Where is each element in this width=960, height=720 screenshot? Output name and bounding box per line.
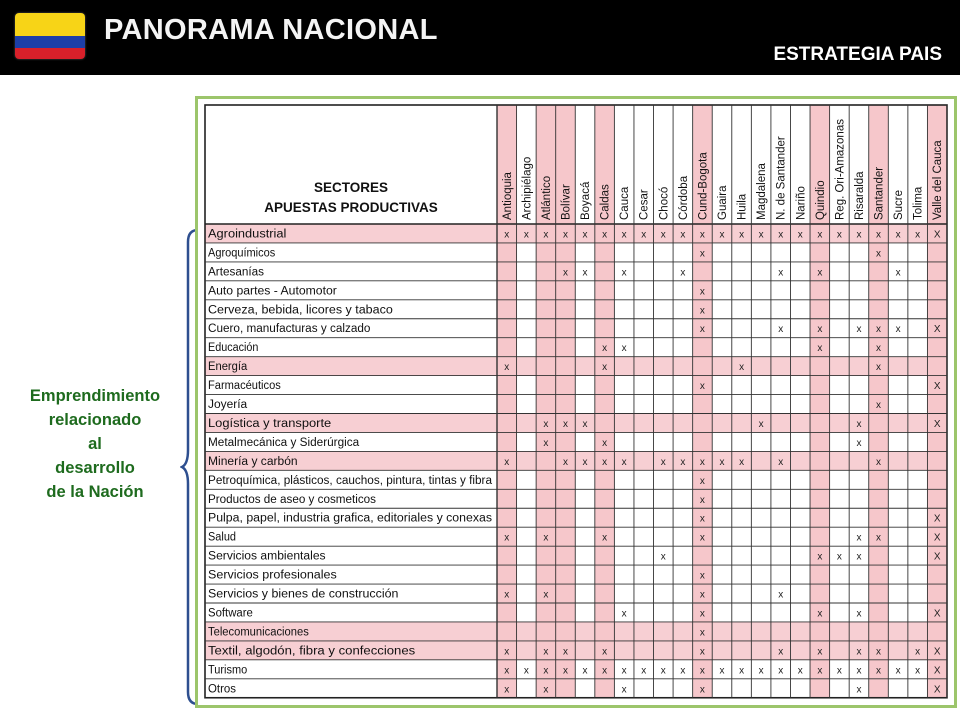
cell-mark: x [582, 418, 588, 430]
cell-mark: x [602, 456, 608, 468]
cell-mark: x [856, 646, 862, 658]
cell-mark: x [504, 229, 510, 241]
column-label: Huila [736, 193, 749, 220]
cell-mark: x [778, 456, 784, 468]
cell-mark: x [699, 286, 705, 298]
row-highlight [205, 451, 947, 470]
row-label: Petroquímica, plásticos, cauchos, pintura, tintas y fibra [208, 474, 493, 487]
row-label: Textil, algodón, fibra y confecciones [208, 645, 416, 658]
cell-mark: X [933, 532, 941, 544]
cell-mark: x [836, 665, 842, 677]
cell-mark: x [543, 665, 549, 677]
cell-mark: x [876, 532, 882, 544]
cell-mark: x [504, 684, 510, 696]
cell-mark: x [621, 684, 627, 696]
cell-mark: x [876, 400, 882, 412]
side-note-line: Emprendimiento [29, 387, 161, 405]
cell-mark: X [933, 381, 941, 393]
cell-mark: x [836, 229, 842, 241]
cell-mark: x [562, 456, 568, 468]
cell-mark: x [621, 267, 627, 279]
column-label: Atlántico [540, 175, 553, 220]
cell-mark: x [699, 494, 705, 506]
column-label: Cauca [619, 186, 632, 220]
row-label: Cerveza, bebida, licores y tabaco [208, 304, 393, 317]
cell-mark: x [699, 456, 705, 468]
cell-mark: x [856, 437, 862, 449]
cell-mark: x [504, 589, 510, 601]
cell-mark: x [817, 608, 823, 620]
column-label: Archipiélago [521, 156, 534, 220]
cell-mark: x [660, 551, 666, 563]
cell-mark: x [562, 229, 568, 241]
cell-mark: X [933, 684, 941, 696]
cell-mark: x [699, 646, 705, 658]
cell-mark: x [699, 324, 705, 336]
row-label: Cuero, manufacturas y calzado [208, 323, 371, 336]
row-label: Farmacéuticos [208, 380, 282, 393]
cell-mark: x [856, 532, 862, 544]
cell-mark: x [699, 589, 705, 601]
cell-mark: x [778, 229, 784, 241]
cell-mark: x [758, 418, 764, 430]
column-label: Bolívar [560, 184, 573, 220]
cell-mark: x [876, 665, 882, 677]
cell-mark: x [680, 665, 686, 677]
cell-mark: x [699, 570, 705, 582]
cell-mark: x [699, 305, 705, 317]
cell-mark: x [817, 551, 823, 563]
cell-mark: x [582, 665, 588, 677]
cell-mark: x [699, 684, 705, 696]
cell-mark: x [856, 665, 862, 677]
table-header-title: SECTORES [313, 180, 389, 195]
cell-mark: x [895, 229, 901, 241]
row-label: Pulpa, papel, industria grafica, editoriales y conexas [208, 512, 493, 525]
cell-mark: x [699, 627, 705, 639]
cell-mark: x [856, 551, 862, 563]
cell-mark: x [602, 343, 608, 355]
cell-mark: x [739, 456, 745, 468]
column-label: Tolima [912, 186, 925, 220]
column-label: Antioquia [501, 172, 514, 220]
cell-mark: x [562, 665, 568, 677]
cell-mark: x [778, 646, 784, 658]
cell-mark: x [660, 456, 666, 468]
row-label: Educación [208, 342, 259, 355]
cell-mark: x [680, 456, 686, 468]
row-highlight [205, 224, 947, 243]
cell-mark: x [602, 646, 608, 658]
row-highlight [205, 357, 947, 376]
cell-mark: x [680, 267, 686, 279]
column-label: Quindio [814, 180, 827, 220]
row-label: Minería y carbón [208, 455, 298, 468]
cell-mark: x [504, 456, 510, 468]
cell-mark: x [523, 229, 529, 241]
cell-mark: x [719, 229, 725, 241]
cell-mark: x [699, 248, 705, 260]
cell-mark: x [602, 532, 608, 544]
cell-mark: x [876, 248, 882, 260]
cell-mark: X [933, 513, 941, 525]
cell-mark: x [915, 646, 921, 658]
cell-mark: x [915, 229, 921, 241]
cell-mark: X [933, 418, 941, 430]
cell-mark: x [660, 229, 666, 241]
row-label: Software [208, 607, 253, 620]
cell-mark: x [876, 646, 882, 658]
cell-mark: x [543, 684, 549, 696]
cell-mark: x [543, 532, 549, 544]
cell-mark: x [543, 646, 549, 658]
cell-mark: x [856, 418, 862, 430]
column-label: Cund-Bogota [697, 152, 710, 220]
cell-mark: x [699, 475, 705, 487]
cell-mark: x [876, 229, 882, 241]
cell-mark: x [621, 665, 627, 677]
cell-mark: x [582, 456, 588, 468]
cell-mark: x [562, 418, 568, 430]
cell-mark: X [933, 665, 941, 677]
cell-mark: x [895, 267, 901, 279]
cell-mark: x [582, 229, 588, 241]
cell-mark: X [933, 324, 941, 336]
side-note-line: de la Nación [46, 483, 144, 501]
cell-mark: x [797, 229, 803, 241]
cell-mark: x [817, 324, 823, 336]
row-label: Logística y transporte [208, 417, 332, 430]
cell-mark: x [504, 532, 510, 544]
cell-mark: X [933, 646, 941, 658]
cell-mark: x [699, 608, 705, 620]
cell-mark: x [504, 362, 510, 374]
column-label: Risaralda [853, 171, 866, 220]
cell-mark: x [602, 229, 608, 241]
cell-mark: x [739, 362, 745, 374]
cell-mark: x [719, 665, 725, 677]
side-note-line: relacionado [48, 411, 142, 429]
cell-mark: x [621, 343, 627, 355]
cell-mark: x [660, 665, 666, 677]
row-label: Auto partes - Automotor [208, 285, 337, 298]
cell-mark: x [680, 229, 686, 241]
row-label: Agroquímicos [208, 247, 276, 260]
cell-mark: x [778, 665, 784, 677]
cell-mark: x [543, 229, 549, 241]
row-label: Servicios y bienes de construcción [208, 588, 399, 601]
column-label: Guaira [717, 185, 729, 220]
cell-mark: x [699, 665, 705, 677]
row-label: Telecomunicaciones [208, 626, 310, 639]
cell-mark: x [817, 665, 823, 677]
cell-mark: X [933, 229, 941, 241]
cell-mark: x [817, 267, 823, 279]
cell-mark: x [699, 532, 705, 544]
cell-mark: x [876, 456, 882, 468]
cell-mark: x [543, 418, 549, 430]
row-highlight [205, 622, 947, 641]
cell-mark: x [758, 665, 764, 677]
cell-mark: x [758, 229, 764, 241]
column-label: Valle del Cauca [932, 140, 945, 220]
cell-mark: x [739, 229, 745, 241]
row-label: Agroindustrial [208, 228, 287, 241]
cell-mark: x [876, 362, 882, 374]
cell-mark: x [836, 551, 842, 563]
cell-mark: x [602, 362, 608, 374]
cell-mark: x [562, 646, 568, 658]
cell-mark: x [876, 324, 882, 336]
cell-mark: X [933, 608, 941, 620]
cell-mark: x [641, 665, 647, 677]
column-label: Cesar [638, 189, 651, 220]
cell-mark: x [895, 665, 901, 677]
cell-mark: x [523, 665, 529, 677]
cell-mark: x [621, 608, 627, 620]
column-label: Magdalena [756, 163, 769, 220]
cell-mark: x [778, 267, 784, 279]
cell-mark: x [582, 267, 588, 279]
cell-mark: x [739, 665, 745, 677]
cell-mark: x [856, 684, 862, 696]
cell-mark: x [817, 229, 823, 241]
column-label: Boyacá [580, 181, 593, 220]
row-label: Otros [208, 683, 237, 696]
cell-mark: x [817, 343, 823, 355]
cell-mark: x [699, 381, 705, 393]
cell-mark: x [699, 513, 705, 525]
column-label: Córdoba [677, 175, 690, 220]
row-label: Joyería [208, 399, 248, 412]
cell-mark: x [719, 456, 725, 468]
cell-mark: x [856, 324, 862, 336]
page-subtitle: ESTRATEGIA PAIS [773, 44, 942, 65]
cell-mark: x [895, 324, 901, 336]
cell-mark: x [562, 267, 568, 279]
cell-mark: x [602, 665, 608, 677]
cell-mark: x [602, 437, 608, 449]
column-label: Santander [873, 166, 886, 220]
cell-mark: x [543, 437, 549, 449]
row-label: Artesanías [208, 266, 265, 279]
cell-mark: x [817, 646, 823, 658]
row-label: Salud [208, 531, 236, 544]
cell-mark: x [856, 608, 862, 620]
cell-mark: x [641, 229, 647, 241]
table-header-subtitle: APUESTAS PRODUCTIVAS [264, 200, 438, 215]
row-label: Servicios ambientales [208, 550, 326, 563]
cell-mark: x [621, 456, 627, 468]
cell-mark: X [933, 551, 941, 563]
side-note-line: al [88, 435, 102, 453]
side-note-line: desarrollo [55, 459, 135, 477]
cell-mark: x [778, 589, 784, 601]
page-title: PANORAMA NACIONAL [104, 14, 438, 46]
row-label: Energía [208, 361, 248, 374]
cell-mark: x [699, 229, 705, 241]
column-label: Chocó [658, 186, 671, 220]
column-label: Sucre [893, 189, 906, 220]
cell-mark: x [543, 589, 549, 601]
row-label: Servicios profesionales [208, 569, 338, 582]
cell-mark: x [621, 229, 627, 241]
row-label: Productos de aseo y cosmeticos [208, 493, 377, 506]
cell-mark: x [797, 665, 803, 677]
cell-mark: x [856, 229, 862, 241]
cell-mark: x [876, 343, 882, 355]
column-label: Nariño [795, 186, 808, 220]
cell-mark: x [504, 665, 510, 677]
cell-mark: x [504, 646, 510, 658]
column-label: Reg. Ori-Amazonas [834, 119, 847, 220]
column-label: Caldas [599, 184, 612, 220]
row-label: Turismo [208, 664, 248, 677]
column-label: N. de Santander [775, 136, 788, 220]
cell-mark: x [915, 665, 921, 677]
row-label: Metalmecánica y Siderúrgica [208, 436, 360, 449]
cell-mark: x [778, 324, 784, 336]
